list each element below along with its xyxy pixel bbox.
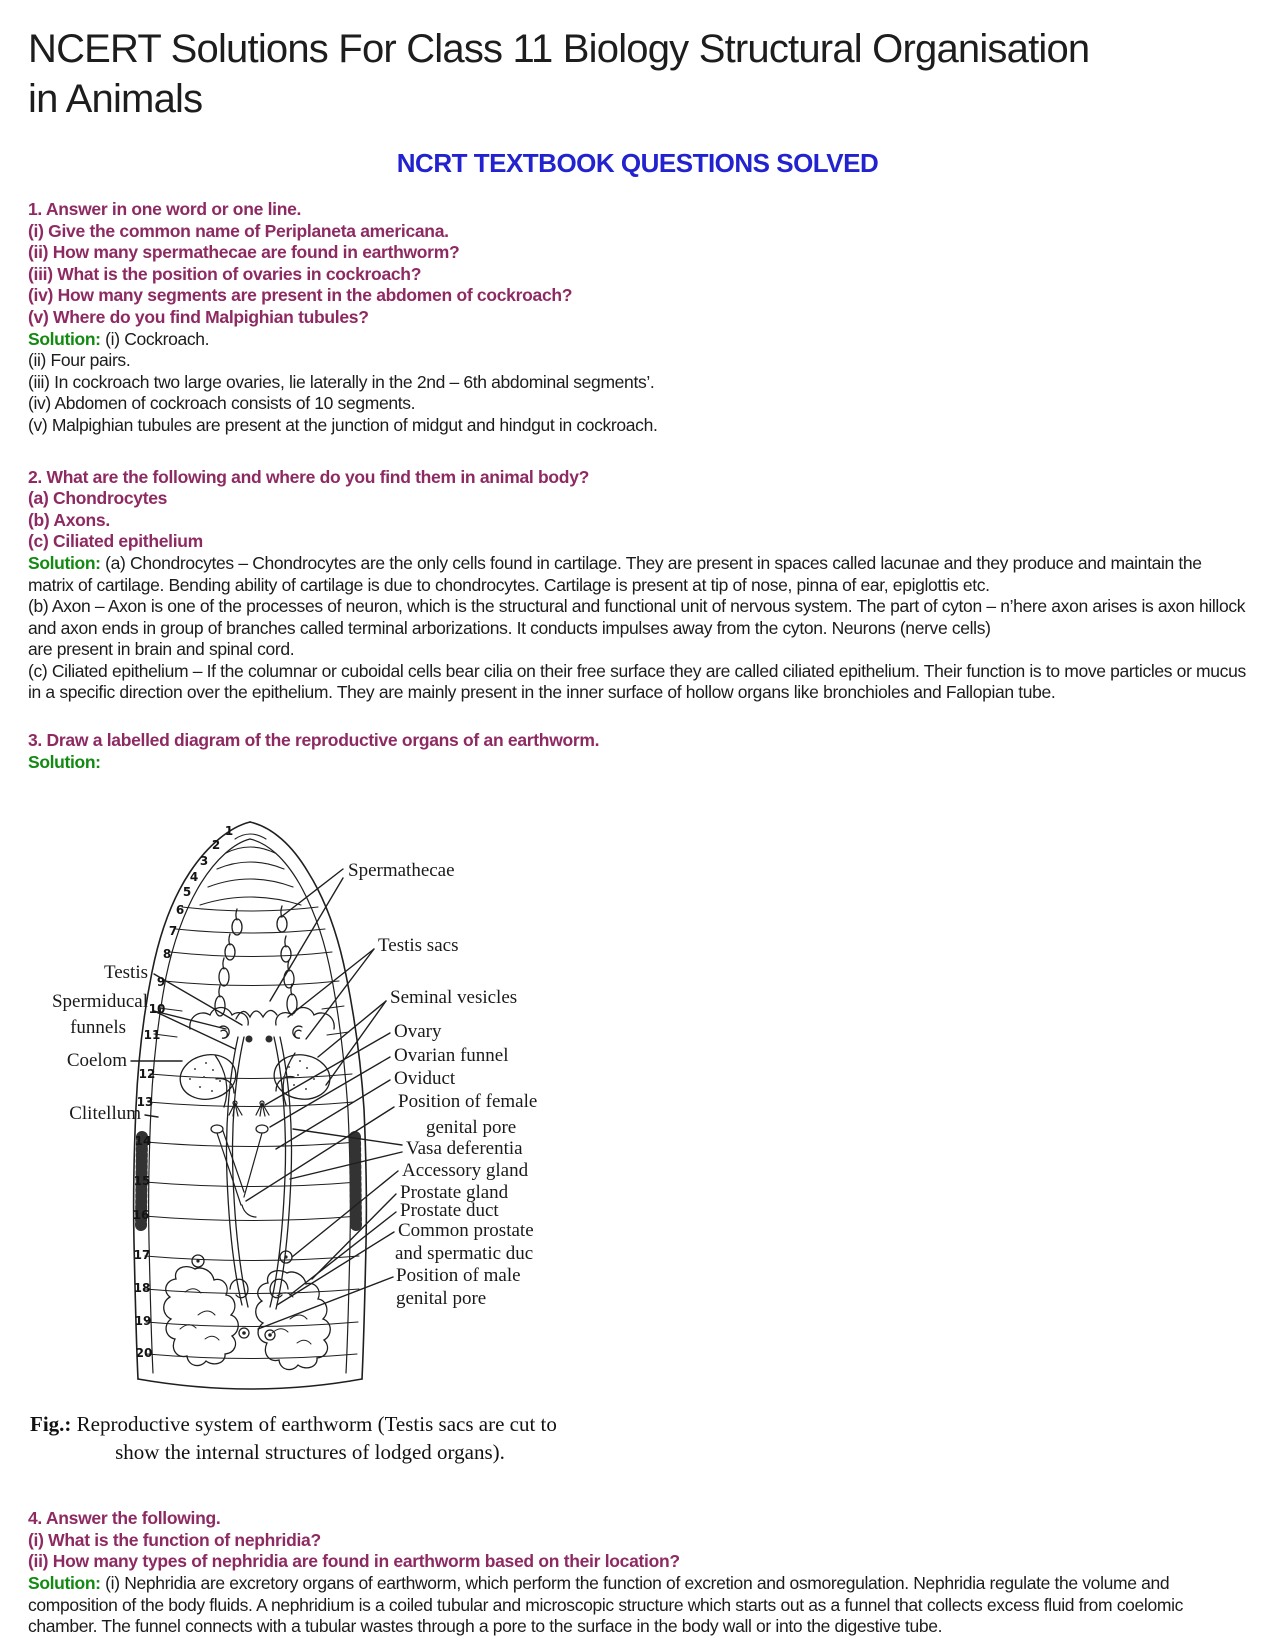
label-funnels: funnels [70, 1017, 126, 1039]
question-line: (v) Where do you find Malpighian tubules? [28, 306, 369, 327]
solution-paragraph [28, 1573, 1247, 1638]
segment-number: 5 [182, 885, 192, 900]
figure-caption-line1 [30, 1410, 590, 1438]
solution-label: Solution: [28, 751, 101, 772]
worm-body-outline [134, 822, 367, 1389]
question-line: 2. What are the following and where do you find them in animal body? [28, 466, 590, 487]
solution-line [28, 752, 1247, 774]
answer-line: (iii) In cockroach two large ovaries, lie laterally in the 2nd – 6th abdominal segments’. [28, 371, 655, 392]
solution-label: Solution: [28, 328, 101, 349]
label-accessory-gland: Accessory gland [402, 1160, 529, 1182]
figure-caption-text: Reproductive system of earthworm (Testis sacs are cut to [71, 1412, 557, 1437]
earthworm-reproductive-diagram [30, 777, 590, 1402]
label-prostate-duct: Prostate duct [400, 1200, 499, 1222]
answer-line: (v) Malpighian tubules are present at the junction of midgut and hindgut in cockroach. [28, 414, 658, 435]
question-line: (b) Axons. [28, 509, 110, 530]
label-position-male: Position of male [396, 1265, 521, 1287]
page-title-line2: in Animals [28, 77, 203, 121]
label-spermatic-duct: and spermatic duc [395, 1243, 534, 1265]
answer-paragraph: (b) Axon – Axon is one of the processes of neuron, which is the structural and functional unit of nervous system. The part of cyton – n’here axon arises is axon hillock and axon ends in group of branches called terminal arborizations. It conducts impulses away from the cyton. Neurons (nerve cells) [28, 596, 1246, 638]
segment-number: 2 [211, 838, 221, 853]
segment-number: 6 [175, 903, 185, 918]
label-testis-sacs: Testis sacs [378, 935, 459, 957]
segment-number: 20 [135, 1346, 153, 1361]
label-seminal-vesicles: Seminal vesicles [390, 987, 518, 1009]
question-line: (iv) How many segments are present in the abdomen of cockroach? [28, 285, 573, 306]
segment-number: 13 [136, 1095, 154, 1110]
accessory-gland-shapes [192, 1251, 292, 1267]
answer-line: (ii) Four pairs. [28, 350, 131, 371]
question-4-block [28, 1508, 1247, 1638]
label-coelom: Coelom [66, 1050, 127, 1072]
solution-text: (a) Chondrocytes – Chondrocytes are the only cells found in cartilage. They are present in spaces called lacunae and they produce and maintain the matrix of cartilage. Bending ability of cartilage is due to chondrocytes. Cartilage is present at tip of nose, pinna of ear, epiglottis etc. [28, 552, 1202, 595]
prostate-gland-shapes [164, 1267, 331, 1370]
figure-caption [30, 1410, 590, 1466]
label-vasa-deferentia: Vasa deferentia [406, 1138, 523, 1160]
label-common-prostate: Common prostate [398, 1220, 534, 1242]
label-testis: Testis [103, 962, 148, 984]
segment-number: 1 [224, 824, 234, 839]
question-1-block [28, 199, 1247, 437]
solution-text: (i) Nephridia are excretory organs of earthworm, which perform the function of excretion and osmoregulation. Nephridia regulate the volume and composition of the body fluids. A nephridium is a coiled tubular and microscopic structure which starts out as a funnel that collects excess fluid from coelomic chamber. The funnel connects with a tubular wastes through a pore to the surface in the body wall or into the digestive tube. [28, 1573, 1184, 1637]
segment-number: 16 [132, 1208, 150, 1223]
segment-number: 19 [134, 1314, 152, 1329]
figure-caption-line2: show the internal structures of lodged organs). [115, 1440, 505, 1465]
question-line: (ii) How many spermathecae are found in earthworm? [28, 242, 460, 263]
segment-number: 7 [168, 924, 178, 939]
label-ovary: Ovary [394, 1021, 442, 1043]
solution-paragraph [28, 553, 1247, 596]
segment-number: 10 [148, 1002, 166, 1017]
label-male-pore: genital pore [396, 1288, 487, 1310]
label-position-female: Position of female [398, 1091, 538, 1113]
label-oviduct: Oviduct [394, 1068, 456, 1090]
solution-label: Solution: [28, 552, 101, 573]
segment-number: 15 [133, 1174, 151, 1189]
solution-line [28, 329, 1247, 351]
label-spermiducal: Spermiducal [51, 991, 148, 1013]
solution-text: (i) Cockroach. [100, 328, 210, 349]
segment-number: 11 [143, 1028, 161, 1043]
answer-line: (iv) Abdomen of cockroach consists of 10 segments. [28, 393, 416, 414]
solution-label: Solution: [28, 1573, 101, 1594]
page-title [28, 24, 1247, 124]
segment-number: 4 [189, 870, 199, 885]
question-line: (iii) What is the position of ovaries in cockroach? [28, 263, 422, 284]
question-line: (c) Ciliated epithelium [28, 531, 203, 552]
question-line: (ii) How many types of nephridia are found in earthworm based on their location? [28, 1551, 680, 1572]
question-line: 3. Draw a labelled diagram of the reproductive organs of an earthworm. [28, 730, 600, 751]
answer-paragraph: (c) Ciliated epithelium – If the columnar or cuboidal cells bear cilia on their free surface they are called ciliated epithelium. Their function is to move particles or mucus in a specific direction over the epithelium. They are mainly present in the inner surface of hollow organs like bronchioles and Fallopian tube. [28, 660, 1246, 703]
label-ovarian-funnel: Ovarian funnel [394, 1045, 509, 1067]
segment-number: 18 [133, 1281, 151, 1296]
page-title-line1: NCERT Solutions For Class 11 Biology Structural Organisation [28, 27, 1090, 71]
segment-number: 17 [133, 1248, 151, 1263]
earthworm-diagram-figure [30, 777, 590, 1466]
spermathecae-shapes [215, 906, 297, 1016]
segment-number: 9 [156, 975, 166, 990]
segment-number: 3 [199, 854, 209, 869]
question-line: (i) Give the common name of Periplaneta americana. [28, 220, 449, 241]
section-heading: NCRT TEXTBOOK QUESTIONS SOLVED [396, 148, 879, 178]
question-line: 4. Answer the following. [28, 1508, 221, 1529]
label-prostate-gland: Prostate gland [400, 1182, 509, 1204]
segment-number: 8 [162, 947, 172, 962]
ovary-shapes [211, 1101, 269, 1217]
label-spermathecae: Spermathecae [348, 860, 455, 882]
answer-paragraph: are present in brain and spinal cord. [28, 639, 295, 660]
question-3-block [28, 730, 1247, 773]
question-2-block [28, 467, 1247, 705]
question-line: (i) What is the function of nephridia? [28, 1529, 321, 1550]
question-line: 1. Answer in one word or one line. [28, 199, 302, 219]
label-clitellum: Clitellum [69, 1103, 141, 1125]
vasa-deferentia-tubes [226, 1037, 291, 1309]
question-line: (a) Chondrocytes [28, 488, 168, 509]
figure-caption-fig-label: Fig.: [30, 1412, 72, 1437]
label-female-pore: genital pore [426, 1117, 517, 1139]
segment-number: 14 [134, 1134, 152, 1149]
segment-number: 12 [138, 1067, 156, 1082]
